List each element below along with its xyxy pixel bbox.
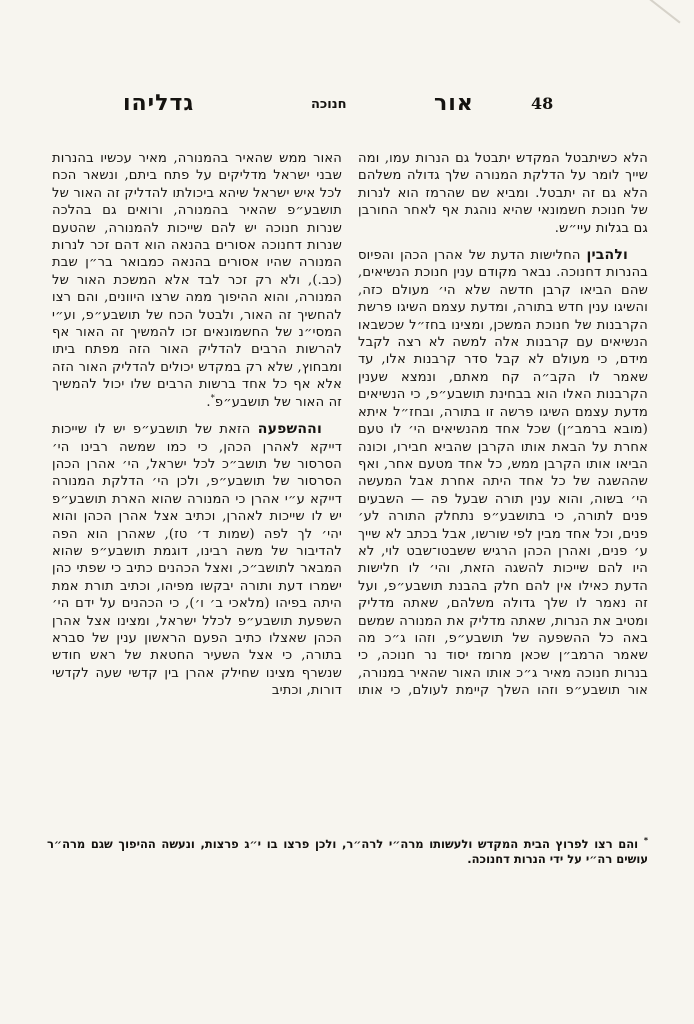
scan-artifact-line	[649, 0, 680, 23]
footnote-marker: *	[643, 836, 648, 845]
paragraph-text: החלישות הדעת של אהרן הכהן והפיוס בהנרות דחנוכה. נבאר מקודם ענין חנוכת הנשיאים, שהם הביאו קרבן חדשה שלא הי׳ מעולם כזה, והשיגו ענין חדש בתורה, ומדעת עצמם השיגו פרשת הקרבנות של חנוכת המשכן, ומצינו בחז״ל שכשבאו הנשיאים עם קרבנות אלה למשה לא רצה לקבל מידם, כי מעולם לא קבל סדר קרבנות אלו, עד שאמר לו הקב״ה קח מאתם, ונמצא שענין הקרבנות האלו הוא בבחינת תושבע״פ, כי הנשיאים מדעת עצמם השיגו פרשה זו בתורה, ובחז״ל איתא (מובא ברמב״ן) שכל אחד מהנשיאים הי׳ לו טעם אחרת על הבאת אותו הקרבן שהביא חבירו, וכונה הביאו אותו הקרבן ממש, כל אחד מטעם אחר, ואף שההשגה של כל אחד היתה אחרת אבל המעשה הי׳ בשוה, והוא ענין תורה שבעל פה — השבעים פנים לתורה, כי בתושבע״פ נתחלק התורה לע׳ פנים, וכל אחד מבין לפי שורשו, אבל בכתב לא שייך ע׳ פנים, ואהרן הכהן הרגיש ששבטו־שבט לוי, לא היו להם שייכות להשגה הזאת, והי׳ לו חלישות הדעת כאילו אין להם חלק בהבנת תושבע״פ, ועל זה נאמר לו שלך גדולה משלהם, שאתה מדליק ומטיב את הנרות, שאתה מדליק את המנורה שמשם באה כל ההשפעה של תושבע״פ, וזהו ג״כ מה שאמר הרמב״ן שכאן מרומז יסוד נר חנוכה, כי בנרות חנוכה מאיר ג״כ אותו האור שהאיר במנורה, אור תושבע״פ וזהו השלך קיימת לעולם, כי אותו האור ממש שהאיר בהמנורה, מאיר עכשיו בהנרות שבני ישראל מדליקים על פתח ביתם, ונשאר הכח לכל איש ישראל שיהא ביכולתו להדליק זה האור של תושבע״פ שהאיר בהמנורה, ורואים גם בהלכה שנרות חנוכה יש להם שייכות להמנורה, שהטעם שנרות דחנוכה אסורים בהנאה הוא דהם זכר לנרות המנורה שהיו אסורים בהנאה כמבואר בר״ן שבת (כב.), ולא רק זכר לבד אלא המשכת האור של המנורה, והוא ההיפוך ממה שרצו היוונים, והם רצו להחשיך זה האור, ולבטל הכח של תושבע״פ, וע״י המסי״נ של החשמונאים זכו להמשיך זה האור אף להרשות הרבים להדליק האור הזה מפתח ביתו ומבחוץ, שלא רק במקדש יכולים להדליק האור הזה אלא אף כל אחד ברשות הרבים שלו יכול להמשיך זה האור של תושבע״פ	[52, 151, 648, 699]
paragraph-text: הלא כשיתבטל המקדש יתבטל גם הנרות עמו, ומה שייך לומר על הדלקת המנורה שלך גדולה משלהם הלא גם זה יתבטל. ומביא שם שהרמז הוא לנרות של חנוכת חשמונאי שהיא נוהגת אף לאחר החורבן גם בגלות עיי״ש.	[358, 151, 648, 236]
paragraph-continuation	[358, 150, 648, 237]
footnote-text: והם רצו לפרוץ הבית המקדש ולעשותו מרה״י לרה״ר, ולכן פרצו בו י״ג פרצות, ונעשה ההיפוך שגם מרה״ר עושים רה״י על ידי הנרות דחנוכה.	[47, 836, 648, 867]
section-title: חנוכה	[311, 97, 347, 112]
footnote	[47, 833, 648, 868]
paragraph-lead-word: ולהבין	[586, 247, 629, 264]
text-columns	[52, 150, 648, 700]
paragraph-vehahashpaah	[52, 421, 342, 700]
footnote-reference-marker: *	[210, 393, 215, 403]
book-title-right: אור	[434, 90, 474, 116]
paragraph-text-end: .	[206, 394, 211, 410]
book-title-left: גדליהו	[123, 90, 195, 116]
paragraph-text: הזאת של תושבע״פ יש לו שייכות דייקא לאהרן הכהן, כי כמו שמשה רבינו הי׳ הסרסור של תושב״כ לכל ישראל, הי׳ אהרן הכהן הסרסור של תושבע״פ, ולכן הי׳ הדלקת המנורה דייקא ע״י אהרן כי המנורה שהוא הארת תושבע״פ יש לו שייכות לאהרן, וכתיב אצל אהרן הכהן והוא יהי׳ לך לפה (שמות ד׳ טז), שאהרן הוא הפה להדיבור של משה רבינו, דוגמת תושבע״פ שהוא המבאר לתושב״כ, ואצל הכהנים כתיב כי שפתי כהן ישמרו דעת ותורה יבקשו מפיהו, וכתיב תורת אמת היתה בפיהו (מלאכי ב׳ ו׳), כי הכהנים על ידם הי׳ השפעת תושבע״פ לכלל ישראל, ומצינו אצל אהרן הכהן שאצלו כתיב הפעם הראשון ענין של סברא בתורה, כי אצל השעיר החטאת של ראש חודש שנשרף מצינו שחילק אהרן בין קדשי שעה לקדשי דורות, וכתיב	[52, 422, 342, 699]
page-number: 48	[531, 94, 554, 113]
paragraph-lead-word: וההשפעה	[257, 421, 322, 438]
